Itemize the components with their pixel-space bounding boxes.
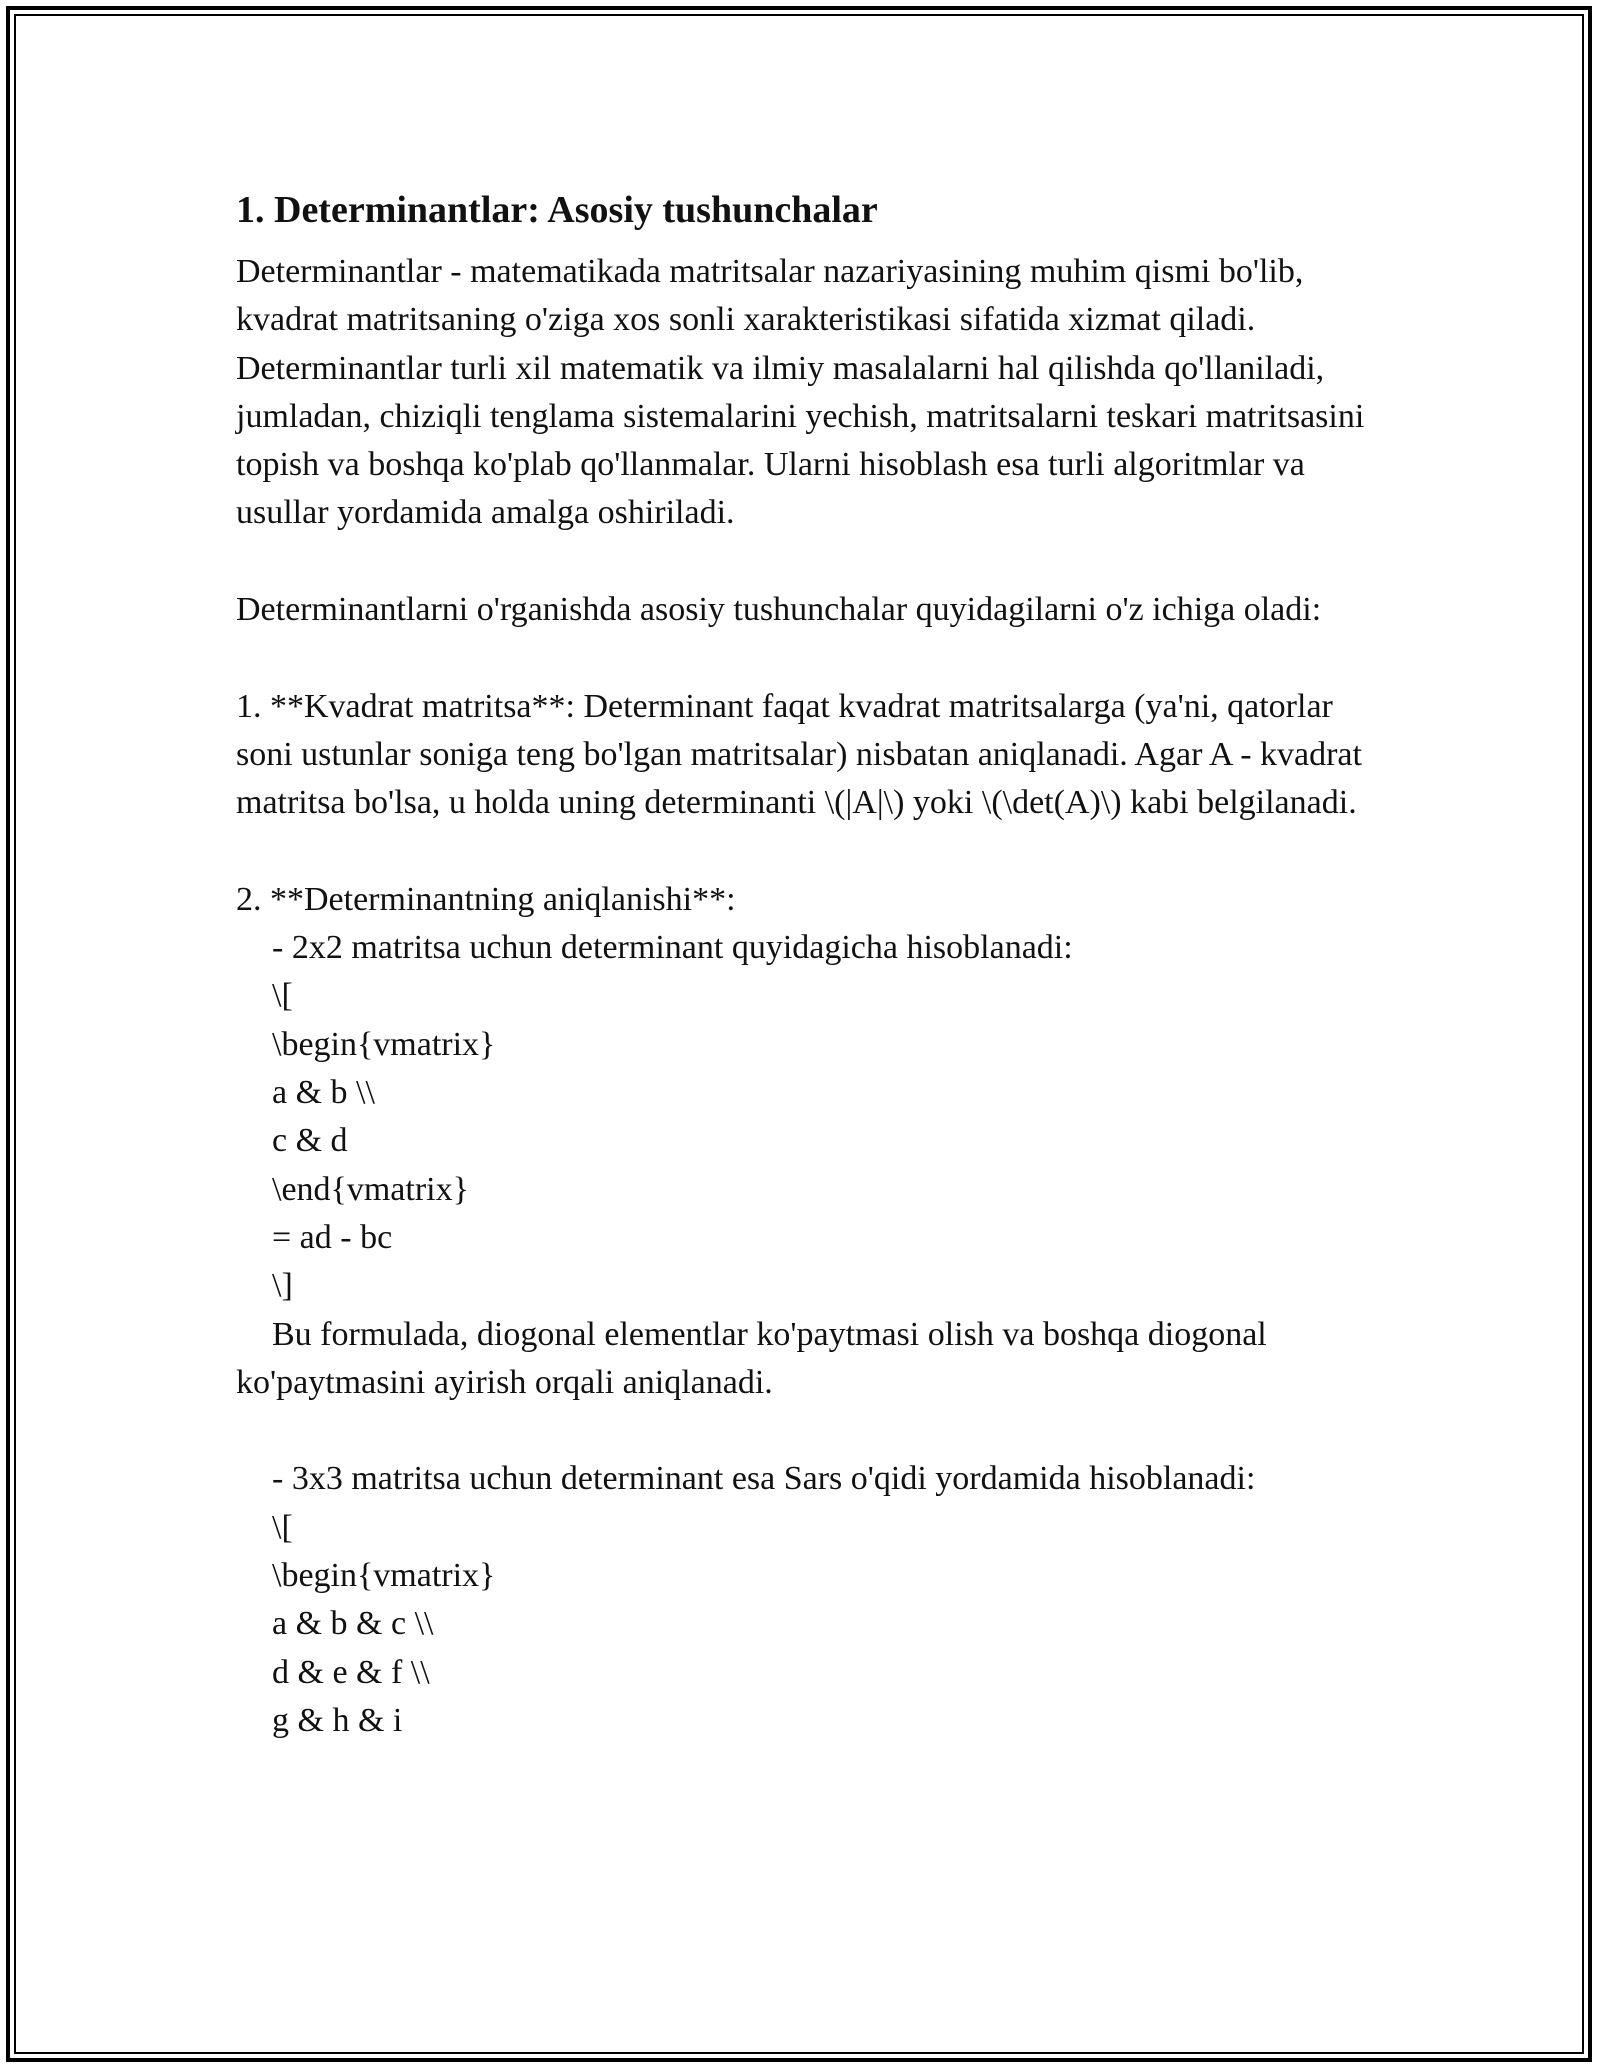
formula-line: \begin{vmatrix} bbox=[272, 1557, 496, 1595]
formula-line: \end{vmatrix} bbox=[272, 1170, 469, 1208]
sub-2x2-intro: - 2x2 matritsa uchun determinant quyidagicha hisoblanadi: bbox=[272, 929, 1073, 967]
formula-line: = ad - bc bbox=[272, 1218, 393, 1256]
formula-line: a & b \\ bbox=[272, 1074, 375, 1112]
formula-line: c & d bbox=[272, 1122, 348, 1160]
sub-3x3-intro: - 3x3 matritsa uchun determinant esa Sars o'qidi yordamida hisoblanadi: bbox=[272, 1460, 1256, 1498]
item-2-heading: 2. **Determinantning aniqlanishi**: bbox=[236, 880, 736, 918]
concepts-intro-paragraph: Determinantlarni o'rganishda asosiy tushunchalar quyidagilarni o'z ichiga oladi: bbox=[236, 591, 1322, 629]
sub-2x2-explanation: Bu formulada, diogonal elementlar ko'paytmasi olish va boshqa diogonal ko'paytmasini ayirish orqali aniqlanadi. bbox=[236, 1315, 1276, 1401]
formula-line: g & h & i bbox=[272, 1701, 403, 1739]
intro-paragraph: Determinantlar - matematikada matritsalar nazariyasining muhim qismi bo'lib, kvadrat matritsaning o'ziga xos sonli xarakteristikasi sifatida xizmat qiladi. Determinantlar turli xil matematik va ilmiy masalalarni hal qilishda qo'llaniladi, jumladan, chiziqli tenglama sistemalarini yechish, matritsalarni teskari matritsasini topish va boshqa ko'plab qo'llanmalar. Ularni hisoblash esa turli algoritmlar va usullar yordamida amalga oshiriladi. bbox=[236, 253, 1373, 532]
formula-line: \[ bbox=[272, 977, 293, 1015]
formula-line: \] bbox=[272, 1267, 293, 1305]
spacer bbox=[236, 634, 1366, 682]
document-title: 1. Determinantlar: Asosiy tushunchalar bbox=[236, 189, 878, 231]
item-1-square-matrix: 1. **Kvadrat matritsa**: Determinant faqat kvadrat matritsalarga (ya'ni, qatorlar soni ustunlar soniga teng bo'lgan matritsalar) nisbatan aniqlanadi. Agar A - kvadrat matritsa bo'lsa, u holda uning determinanti \(|A|\) yoki \(\det(A)\) kabi belgilanadi. bbox=[236, 687, 1371, 822]
document-body bbox=[236, 186, 1373, 1745]
spacer bbox=[236, 1407, 1366, 1455]
formula-line: \[ bbox=[272, 1508, 293, 1546]
formula-line: a & b & c \\ bbox=[272, 1605, 434, 1643]
spacer bbox=[236, 538, 1366, 586]
formula-line: \begin{vmatrix} bbox=[272, 1025, 496, 1063]
formula-line: d & e & f \\ bbox=[272, 1653, 430, 1691]
spacer bbox=[236, 828, 1366, 876]
